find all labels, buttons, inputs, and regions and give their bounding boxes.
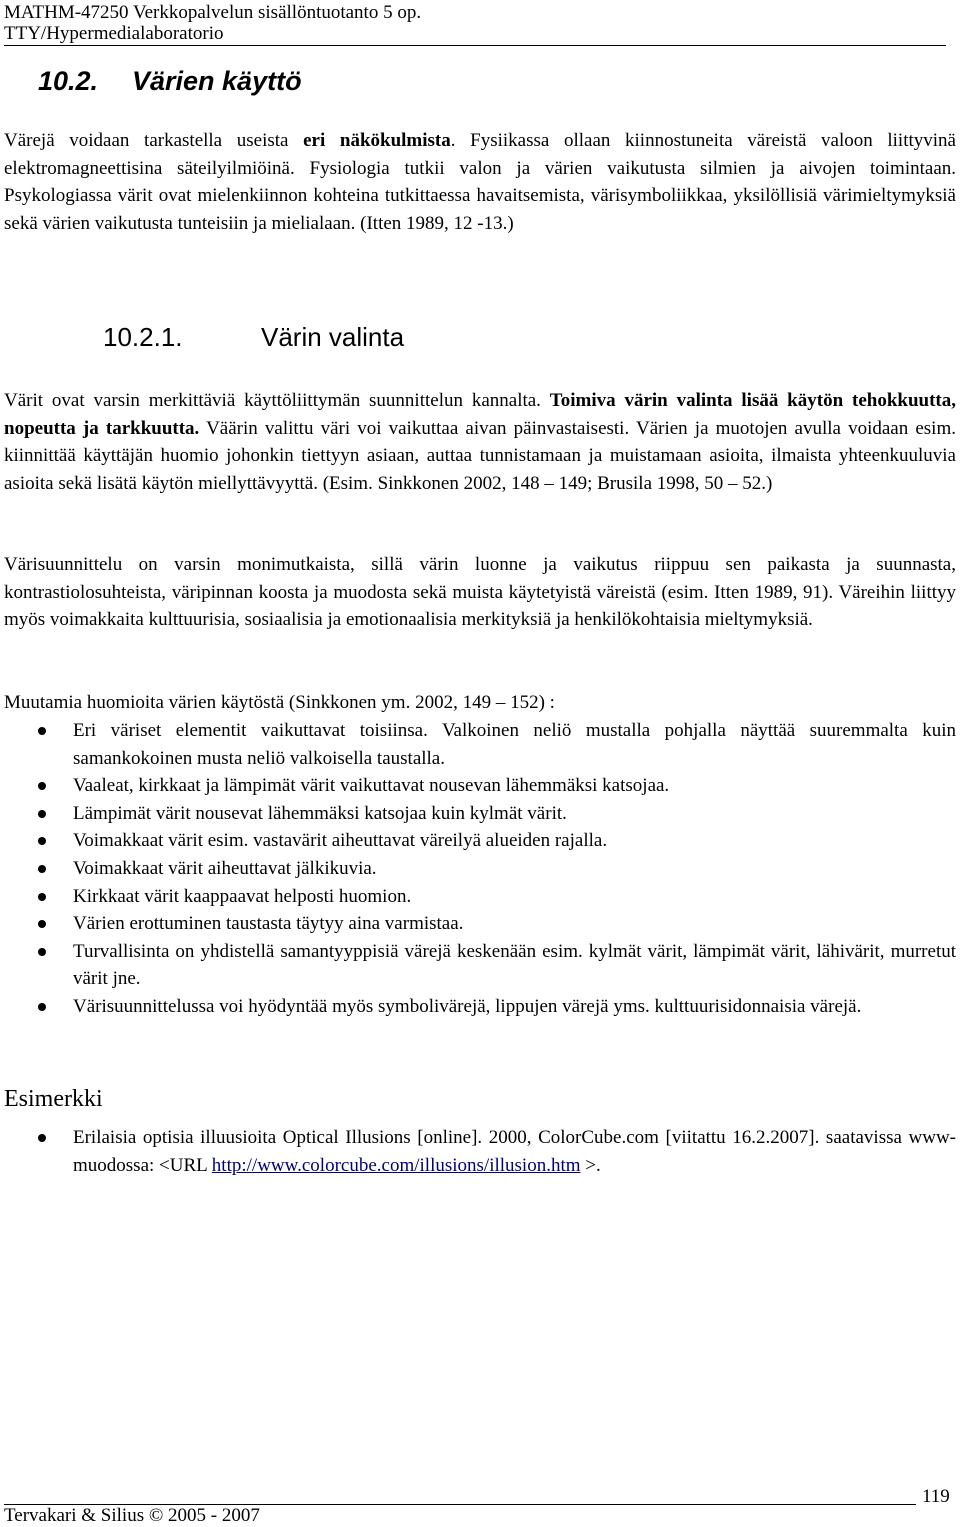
example-text-end: >. — [580, 1154, 601, 1176]
paragraph-color-choice — [4, 387, 956, 497]
subsection-title: Värin valinta — [261, 322, 405, 352]
list-item — [4, 855, 956, 883]
lab-name: TTY/Hypermedialaboratorio — [4, 23, 224, 44]
list-item — [4, 717, 956, 772]
list-item — [4, 800, 956, 828]
color-tips-list — [4, 717, 956, 1021]
intro-paragraph — [4, 127, 956, 237]
list-item-text: Voimakkaat värit esim. vastavärit aiheuttavat väreilyä alueiden rajalla. — [73, 830, 608, 852]
list-intro-text: Muutamia huomioita värien käytöstä (Sinkkonen ym. 2002, 149 – 152) : — [4, 692, 555, 713]
para1-bold: Toimiva värin valinta lisää käytön tehokkuutta, nopeutta ja tarkkuutta. — [4, 390, 956, 439]
section-number: 10.2. — [38, 66, 99, 96]
intro-text-2: . Fysiikassa ollaan kiinnostuneita väreistä valoon liittyvinä elektromagneettisina säteilyilmiöinä. Fysiologia tutkii valon ja värien vaikutusta silmien ja aivojen toimintaan. Psykologiassa värit ovat mielenkiinnon kohteina tutkittaessa havaitsemista, värisymboliikkaa, yksilöllisiä värimieltymyksiä sekä värien vaikutusta tunteisiin ja mielialaan. (Itten 1989, 12 -13.) — [4, 130, 956, 234]
section-title: Värien käyttö — [132, 66, 302, 96]
examples-list — [4, 1124, 956, 1179]
para1-text-2: Väärin valittu väri voi vaikuttaa aivan päinvastaisesti. Värien ja muotojen avulla voidaan esim. kiinnittää käyttäjän huomio johonkin tiettyyn asiaan, auttaa tunnistamaan ja muistamaan asioita, ilmaista yhteenkuuluvia asioita sekä lisätä käytön miellyttävyyttä. (Esim. Sinkkonen 2002, 148 – 149; Brusila 1998, 50 – 52.) — [4, 417, 956, 494]
list-intro — [4, 689, 956, 717]
intro-bold: eri näkökulmista — [303, 130, 451, 151]
bullet-icon — [38, 837, 46, 845]
bullet-icon — [38, 893, 46, 901]
para2-text: Värisuunnittelu on varsin monimutkaista, sillä värin luonne ja vaikutus riippuu sen paikasta ja suunnasta, kontrastiolosuhteista, väripinnan koosta ja muodosta sekä muista käytetyistä väreistä (esim. Itten 1989, 91). Väreihin liittyy myös voimakkaita kulttuurisia, sosiaalisia ja emotionaalisia merkityksiä ja henkilökohtaisia mieltymyksiä. — [4, 554, 956, 631]
list-item-text: Vaaleat, kirkkaat ja lämpimät värit vaikuttavat nousevan lähemmäksi katsojaa. — [73, 775, 670, 797]
running-header — [4, 2, 946, 46]
list-item-text: Värien erottuminen taustasta täytyy aina varmistaa. — [73, 913, 464, 935]
subsection-heading — [103, 322, 404, 353]
example-link[interactable]: http://www.colorcube.com/illusions/illusion.htm — [211, 1154, 581, 1176]
intro-text-1: Värejä voidaan tarkastella useista — [4, 130, 304, 151]
section-heading — [38, 66, 302, 97]
list-item-text: Voimakkaat värit aiheuttavat jälkikuvia. — [73, 857, 377, 879]
examples-heading: Esimerkki — [4, 1086, 103, 1112]
list-item — [4, 827, 956, 855]
list-item — [4, 938, 956, 993]
list-item-text: Lämpimät värit nousevat lähemmäksi katsojaa kuin kylmät värit. — [73, 802, 567, 824]
list-item — [4, 993, 956, 1021]
list-item — [4, 772, 956, 800]
list-item-text: Turvallisinta on yhdistellä samantyyppisiä värejä keskenään esim. kylmät värit, lämpimät värit, lähivärit, murretut värit jne. — [73, 940, 956, 990]
footer-authors: Tervakari & Silius © 2005 - 2007 — [4, 1505, 260, 1526]
list-item-text: Värisuunnittelussa voi hyödyntää myös symbolivärejä, lippujen värejä yms. kulttuurisidonnaisia värejä. — [73, 995, 862, 1017]
list-item — [4, 910, 956, 938]
course-title: MATHM-47250 Verkkopalvelun sisällöntuotanto 5 op. — [4, 2, 422, 23]
bullet-icon — [38, 782, 46, 790]
bullet-icon — [38, 948, 46, 956]
subsection-number: 10.2.1. — [103, 322, 183, 352]
example-text: Erilaisia optisia illuusioita Optical Illusions [online]. 2000, ColorCube.com [viitattu 16.2.2007]. saatavissa www-muodossa: <URL — [73, 1127, 956, 1176]
list-item-text: Kirkkaat värit kaappaavat helposti huomion. — [73, 885, 412, 907]
list-item-text: Eri väriset elementit vaikuttavat toisiinsa. Valkoinen neliö mustalla pohjalla näyttää suuremmalta kuin samankokoinen musta neliö valkoisella taustalla. — [73, 720, 956, 769]
bullet-icon — [38, 920, 46, 928]
para1-text-1: Värit ovat varsin merkittäviä käyttöliittymän suunnittelun kannalta. — [4, 390, 550, 411]
bullet-icon — [38, 810, 46, 818]
list-item — [4, 883, 956, 911]
bullet-icon — [38, 1003, 46, 1011]
bullet-icon — [38, 727, 46, 735]
paragraph-color-design — [4, 551, 956, 634]
page-number: 119 — [922, 1486, 950, 1507]
bullet-icon — [38, 1134, 46, 1142]
bullet-icon — [38, 865, 46, 873]
list-item — [4, 1124, 956, 1179]
